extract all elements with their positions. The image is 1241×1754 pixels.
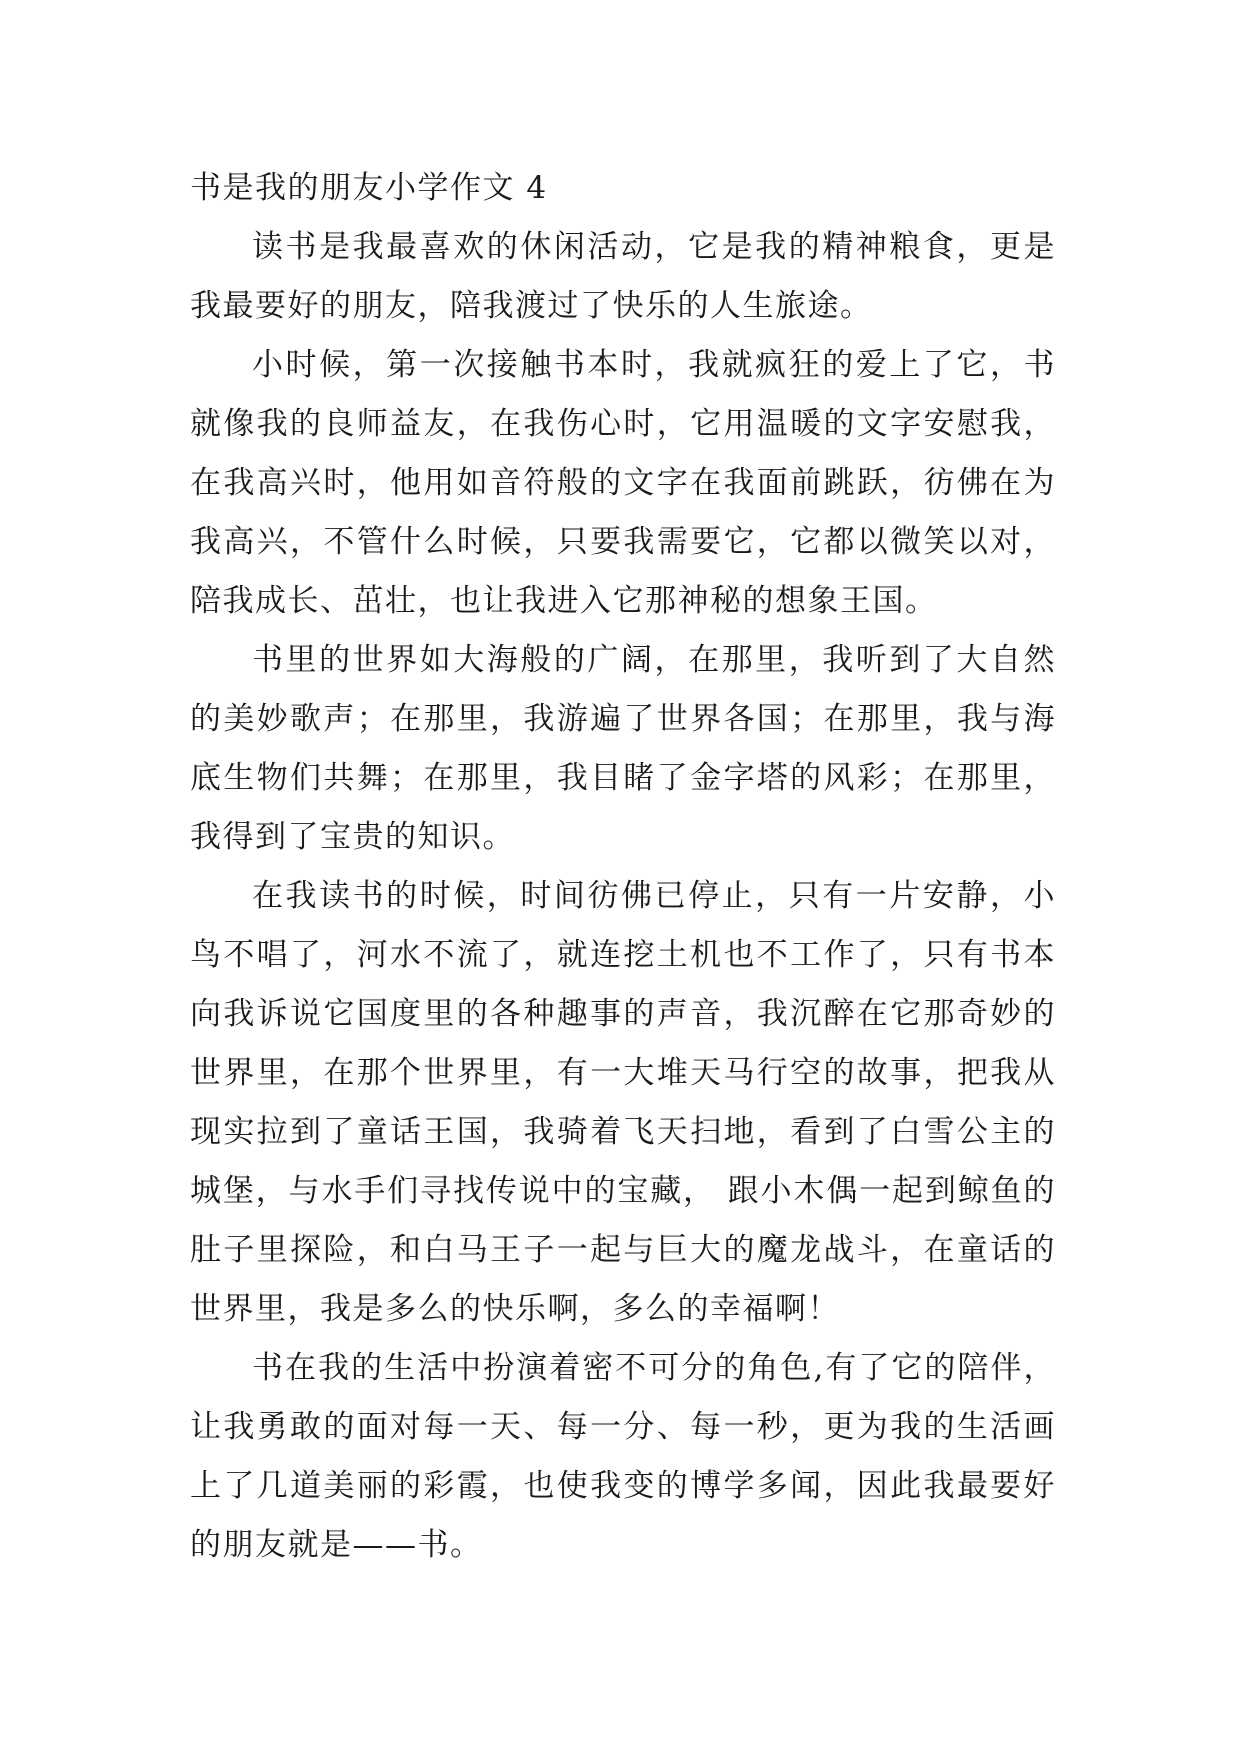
paragraph-2: 小时候，第一次接触书本时，我就疯狂的爱上了它，书就像我的良师益友，在我伤心时，它用温暖的文字安慰我，在我高兴时，他用如音符般的文字在我面前跳跃，彷佛在为我高兴，不管什么时候，只要我需要它，它都以微笑以对，陪我成长、茁壮，也让我进入它那神秘的想象王国。 [190, 347, 1056, 619]
document-body [190, 159, 1056, 1575]
paragraph-1: 读书是我最喜欢的休闲活动，它是我的精神粮食，更是我最要好的朋友，陪我渡过了快乐的人生旅途。 [190, 229, 1056, 324]
document-title: 书是我的朋友小学作文 4 [190, 170, 548, 206]
paragraph-4: 在我读书的时候，时间彷佛已停止，只有一片安静，小鸟不唱了，河水不流了，就连挖土机也不工作了，只有书本向我诉说它国度里的各种趣事的声音，我沉醉在它那奇妙的世界里，在那个世界里，有一大堆天马行空的故事，把我从现实拉到了童话王国，我骑着飞天扫地，看到了白雪公主的城堡，与水手们寻找传说中的宝藏， 跟小木偶一起到鲸鱼的肚子里探险，和白马王子一起与巨大的魔龙战斗，在童话的世界里，我是多么的快乐啊，多么的幸福啊！ [190, 878, 1056, 1327]
paragraph-5: 书在我的生活中扮演着密不可分的角色,有了它的陪伴，让我勇敢的面对每一天、每一分、每一秒，更为我的生活画上了几道美丽的彩霞，也使我变的博学多闻，因此我最要好的朋友就是——书。 [190, 1350, 1056, 1563]
paragraph-3: 书里的世界如大海般的广阔，在那里，我听到了大自然的美妙歌声；在那里，我游遍了世界各国；在那里，我与海底生物们共舞；在那里，我目睹了金字塔的风彩；在那里，我得到了宝贵的知识。 [190, 642, 1056, 855]
